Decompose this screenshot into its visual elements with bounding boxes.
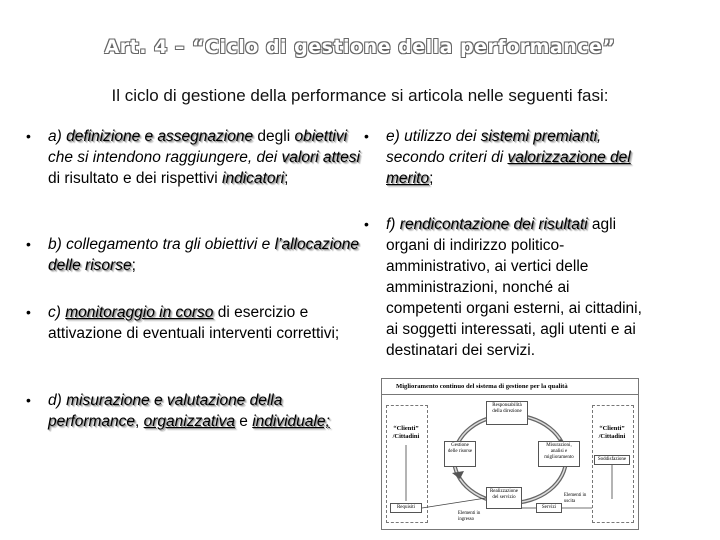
item-b-highlight-1: l’allocazione delle risorse <box>48 236 360 274</box>
label-in-ingresso: Elementi in ingresso <box>458 511 481 522</box>
diagram-requisiti: Requisiti <box>390 503 422 513</box>
item-e-text-2: ; <box>429 170 434 187</box>
item-f-highlight-1: rendicontazione dei risultati <box>399 216 588 233</box>
item-a-text-1: degli <box>253 128 295 145</box>
diagram-soddisfazione: Soddisfazione <box>594 455 630 465</box>
item-b-prefix: b) collegamento tra gli obiettivi e <box>48 236 275 253</box>
item-a-highlight-3: valori attesi <box>281 149 360 166</box>
list-item-a <box>26 126 366 189</box>
item-a-text-3: di risultato e dei rispettivi <box>48 170 223 187</box>
list-item-d <box>26 390 366 432</box>
item-d-text-1: , <box>135 413 144 430</box>
bullet: • <box>26 304 31 320</box>
item-d-text-2: e <box>234 413 253 430</box>
diagram-title: Miglioramento continuo del sistema di gestione per la qualità <box>382 379 638 395</box>
item-d-highlight-2: organizzativa <box>143 413 235 430</box>
item-a-text-4: ; <box>284 170 289 187</box>
item-a-highlight-1: definizione e assegnazione <box>66 128 254 145</box>
item-e-prefix: e) utilizzo dei <box>386 128 481 145</box>
item-c-text-1: di esercizio e attivazione di eventuali interventi correttivi; <box>48 304 340 342</box>
list-item-e <box>364 126 648 189</box>
slide-title: Art. 4 – “Ciclo di gestione della performance” <box>104 36 616 58</box>
node-misurazioni: Misurazioni, analisi e miglioramento <box>538 441 580 467</box>
bullet: • <box>364 216 369 232</box>
item-d-highlight-3: individuale; <box>252 413 330 430</box>
item-a-prefix: a) <box>48 128 67 145</box>
quality-cycle-diagram <box>381 378 639 530</box>
bullet: • <box>26 236 31 252</box>
node-gestione-risorse: Gestione delle risorse <box>444 441 476 467</box>
diagram-left-clients: “Clienti” /Cittadini <box>392 425 420 440</box>
node-responsabilita: Responsabilità della direzione <box>486 401 528 425</box>
slide-subtitle: Il ciclo di gestione della performance si articola nelle seguenti fasi: <box>111 86 609 105</box>
label-in-uscita: Elementi in uscita <box>564 493 587 504</box>
diagram-right-clients: “Clienti” /Cittadini <box>598 425 626 440</box>
item-d-highlight-1: misurazione e valutazione della performance <box>48 392 283 430</box>
item-d-prefix: d) <box>48 392 67 409</box>
bullet: • <box>364 128 369 144</box>
item-e-text-1: , secondo criteri di <box>386 128 602 166</box>
bullet: • <box>26 128 31 144</box>
list-item-b <box>26 234 366 276</box>
item-a-highlight-4: indicatori <box>222 170 285 187</box>
item-f-prefix: f) <box>386 216 400 233</box>
item-e-highlight-1: sistemi premianti <box>480 128 598 145</box>
bullet: • <box>26 392 31 408</box>
node-realizzazione: Realizzazione del servizio <box>486 487 522 509</box>
item-c-prefix: c) <box>48 304 66 321</box>
item-a-highlight-2: obiettivi <box>294 128 348 145</box>
item-c-highlight-1: monitoraggio in corso <box>65 304 214 321</box>
item-a-text-2: che si intendono raggiungere, dei <box>48 149 282 166</box>
diagram-arrows <box>382 379 638 529</box>
item-e-highlight-2: valorizzazione del merito <box>386 149 631 187</box>
item-b-text-1: ; <box>131 257 136 274</box>
list-item-c <box>26 302 366 344</box>
item-f-text-1: agli organi di indirizzo politico-amministrativo, ai vertici delle amministrazioni, nonché ai competenti organi esterni, ai cittadini, ai soggetti interessati, agli utenti e ai destinatari dei servizi. <box>386 216 642 359</box>
list-item-f <box>364 214 648 361</box>
node-servizi: Servizi <box>536 503 562 513</box>
